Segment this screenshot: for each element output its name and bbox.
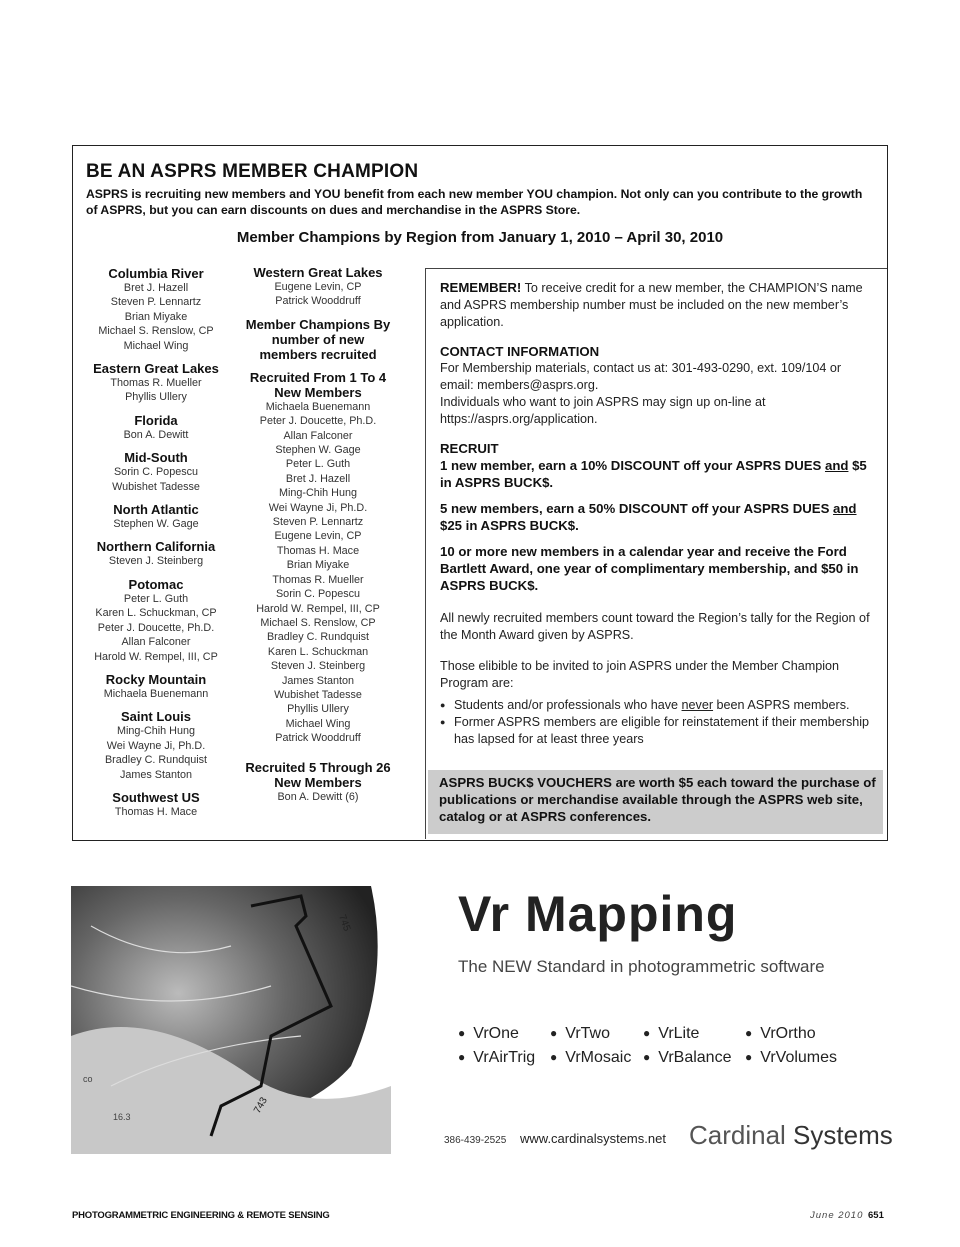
region-group [80, 502, 232, 531]
region-group [80, 266, 232, 353]
member-name: Thomas H. Mace [114, 805, 198, 818]
member-name: Peter L. Guth [123, 592, 189, 605]
recruit-group-name: Recruited 5 Through 26 New Members [245, 759, 391, 790]
recruit-10: 10 or more new members in a calendar year and receive the Ford Bartlett Award, one year of complimentary membership, and $50 in ASPRS BUCK$. [440, 544, 859, 593]
page-number: 651 [868, 1210, 884, 1221]
map-label: 743 [252, 1095, 270, 1116]
region-group [80, 790, 232, 819]
member-name: James Stanton [281, 674, 355, 687]
region-name: Potomac [128, 576, 184, 592]
member-name: Stephen W. Gage [275, 444, 361, 457]
region-name: Saint Louis [120, 709, 192, 725]
product-item: ● VrOne [458, 1025, 519, 1043]
member-name: Peter L. Guth [285, 458, 351, 471]
region-group [236, 760, 400, 804]
member-name: Bret J. Hazell [285, 472, 351, 485]
member-name: Michaela Buenemann [103, 687, 209, 700]
region-name: Eastern Great Lakes [93, 361, 219, 377]
member-name: Eugene Levin, CP [274, 530, 362, 543]
contact-online: Individuals who want to join ASPRS may sign up on-line at https://asprs.org/application. [440, 395, 766, 426]
eligible-list [440, 697, 876, 748]
region-name: Western Great Lakes [253, 265, 383, 280]
list-item: ● Former ASPRS members are eligible for reinstatement if their membership has lapsed for at least three years [454, 714, 876, 748]
member-name: Stephen W. Gage [113, 518, 199, 531]
recruit-5: 5 new members, earn a 50% DISCOUNT off your ASPRS DUES and $25 in ASPRS BUCK$. [440, 501, 857, 533]
member-name: Bret J. Hazell [123, 282, 189, 294]
member-name: Allan Falconer [283, 429, 353, 442]
member-name: Steven J. Steinberg [270, 660, 366, 673]
member-name: Karen L. Schuckman [267, 645, 369, 658]
product-item: ● VrMosaic [550, 1049, 631, 1067]
region-name: Columbia River [108, 266, 204, 281]
product-item: ● VrOrtho [745, 1025, 816, 1043]
region-group [80, 672, 232, 701]
member-name: Patrick Wooddruff [275, 732, 361, 745]
member-name: Brian Miyake [286, 559, 350, 572]
member-name: Bon A. Dewitt (6) [277, 790, 359, 803]
member-name: Phyllis Ullery [125, 391, 187, 404]
contact-heading: CONTACT INFORMATION [440, 344, 600, 359]
member-name: Harold W. Rempel, III, CP [256, 602, 380, 615]
region-group [236, 370, 400, 746]
map-label: 16.3 [113, 1112, 131, 1122]
recruit-group-name: Recruited From 1 To 4 New Members [249, 369, 387, 400]
member-name: Bradley C. Rundquist [266, 631, 370, 644]
issue-date: June 2010 [810, 1210, 864, 1221]
region-group [80, 450, 232, 494]
vouchers-callout: ASPRS BUCK$ VOUCHERS are worth $5 each toward the purchase of publications or merchandise available through the ASPRS web site, catalog or at ASPRS conferences. [428, 770, 883, 834]
member-name: Peter J. Doucette, Ph.D. [259, 415, 377, 428]
member-name: Wei Wayne Ji, Ph.D. [268, 501, 368, 514]
member-name: Michaela Buenemann [265, 400, 371, 413]
region-group [80, 413, 232, 442]
member-name: Wubishet Tadesse [274, 688, 362, 701]
member-name: Michael Wing [123, 339, 189, 352]
map-label: co [83, 1074, 93, 1084]
member-name: Brian Miyake [124, 310, 188, 323]
member-name: Wubishet Tadesse [112, 480, 200, 493]
recruit-1: 1 new member, earn a 10% DISCOUNT off your ASPRS DUES and $5 in ASPRS BUCK$. [440, 458, 867, 490]
tally-text: All newly recruited members count toward the Region’s tally for the Region of the Month Award given by ASPRS. [440, 611, 870, 642]
product-item: ● VrBalance [643, 1049, 731, 1067]
contact-line: For Membership materials, contact us at: 301-493-0290, ext. 109/104 or email: members@asprs.org. [440, 361, 842, 392]
journal-name: PHOTOGRAMMETRIC ENGINEERING & REMOTE SENSING [72, 1210, 330, 1221]
product-item: ● VrAirTrig [458, 1049, 535, 1067]
member-name: Sorin C. Popescu [113, 466, 199, 479]
region-name: Northern California [96, 539, 216, 555]
ad-tagline: The NEW Standard in photogrammetric software [458, 957, 825, 976]
region-name: Mid-South [124, 450, 188, 466]
member-name: Thomas H. Mace [276, 544, 360, 557]
region-group [80, 361, 232, 405]
member-name: Ming-Chih Hung [116, 725, 195, 738]
remember-paragraph: REMEMBER! To receive credit for a new member, the CHAMPION’S name and ASPRS membership number must be included on the new member’s application. [440, 280, 863, 329]
product-item: ● VrTwo [550, 1025, 610, 1043]
champion-intro: ASPRS is recruiting new members and YOU benefit from each new member YOU champion. Not only can you contribute to the growth of ASPRS, but you can earn discounts on dues and merchandise in the ASPRS Store. [86, 187, 863, 217]
champion-subtitle: Member Champions by Region from January 1, 2010 – April 30, 2010 [236, 229, 724, 246]
champion-title: BE AN ASPRS MEMBER CHAMPION [86, 161, 419, 182]
member-name: Ming-Chih Hung [278, 487, 357, 500]
member-name: Wei Wayne Ji, Ph.D. [106, 739, 206, 752]
recruit-count-column [236, 265, 400, 812]
region-group [80, 539, 232, 568]
info-panel [425, 268, 887, 839]
member-name: Allan Falconer [121, 636, 191, 649]
recruit-heading: RECRUIT [440, 441, 499, 456]
member-name: Phyllis Ullery [287, 703, 349, 716]
member-name: Thomas R. Mueller [272, 573, 364, 586]
member-name: Michael S. Renslow, CP [98, 325, 214, 338]
region-name: Florida [134, 412, 178, 428]
member-name: Bradley C. Rundquist [104, 754, 208, 767]
member-name: Michael S. Renslow, CP [260, 616, 376, 629]
product-item: ● VrLite [643, 1025, 699, 1043]
member-name: Thomas R. Mueller [110, 377, 202, 390]
region-name: Rocky Mountain [105, 671, 207, 687]
ad-phone: 386-439-2525 [444, 1135, 507, 1146]
ad-brand-logo: Cardinal Systems [689, 1120, 893, 1150]
member-name: James Stanton [119, 768, 193, 781]
product-item: ● VrVolumes [745, 1049, 837, 1067]
member-name: Steven J. Steinberg [108, 555, 204, 568]
member-name: Peter J. Doucette, Ph.D. [97, 621, 215, 634]
member-name: Steven P. Lennartz [110, 296, 202, 309]
ad-title: Vr Mapping [458, 886, 738, 942]
region-name: Southwest US [112, 789, 200, 805]
regions-column [80, 266, 232, 827]
member-name: Bon A. Dewitt [123, 428, 189, 441]
eligible-text: Those elibible to be invited to join ASPRS under the Member Champion Program are: [440, 659, 840, 690]
region-group [80, 709, 232, 782]
list-item: ● Students and/or professionals who have never been ASPRS members. [454, 697, 876, 714]
member-name: Patrick Wooddruff [275, 295, 361, 308]
by-number-heading: Member Champions By number of new members recruited [245, 316, 391, 362]
member-name: Michael Wing [285, 717, 351, 730]
member-name: Sorin C. Popescu [275, 588, 361, 601]
ad-url: www.cardinalsystems.net [520, 1131, 666, 1146]
member-name: Harold W. Rempel, III, CP [94, 650, 218, 663]
globe-map-image [71, 886, 391, 1154]
member-name: Eugene Levin, CP [274, 281, 362, 293]
map-label: 745 [336, 913, 353, 933]
member-name: Karen L. Schuckman, CP [95, 607, 217, 620]
region-name: North Atlantic [113, 502, 199, 518]
region-group [80, 577, 232, 664]
member-name: Steven P. Lennartz [272, 516, 364, 529]
region-group [236, 265, 400, 309]
